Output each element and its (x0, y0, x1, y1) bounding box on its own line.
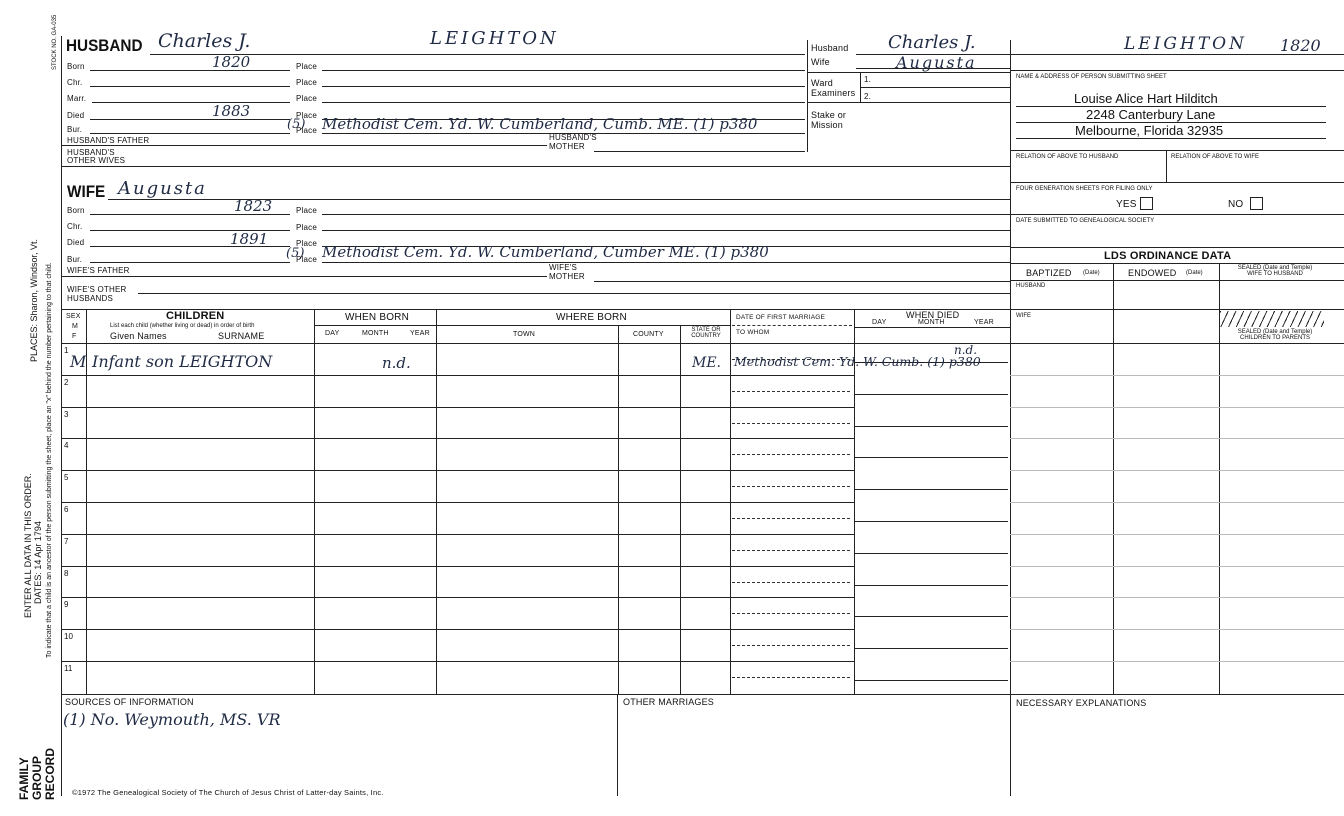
four-generation-label: FOUR GENERATION SHEETS FOR FILING ONLY (1016, 186, 1153, 192)
husband-bur-label: Bur. (67, 125, 83, 134)
right-husband-value: Charles J. (888, 32, 976, 53)
husband-died-value: 1883 (212, 102, 251, 120)
lds-sealed-wife-label: SEALED (Date and Temple) WIFE TO HUSBAND (1237, 265, 1313, 278)
wife-bur-place: Methodist Cem. Yd. W. Cumberland, Cumber ME. (1) p380 (322, 243, 769, 261)
wife-died-value: 1891 (230, 230, 269, 248)
wife-father-label: WIFE'S FATHER (67, 266, 130, 275)
husband-heading: HUSBAND (66, 36, 143, 55)
row-number: 3 (64, 409, 69, 419)
husband-bur-place: Methodist Cem. Yd. W. Cumberland, Cumb. ME. (1) p380 (322, 115, 758, 133)
sources-label: SOURCES OF INFORMATION (65, 697, 194, 707)
stock-number: STOCK NO. GA-035 (52, 14, 58, 70)
ancestor-instruction: To indicate that a child is an ancestor of the person submitting the sheet, place an "x" behind the number pertaining to that child. (46, 262, 53, 658)
sealed-hatch (1220, 311, 1324, 327)
child-1-died: n.d. (954, 343, 978, 357)
husband-died-label: Died (67, 111, 85, 120)
left-frame (61, 36, 62, 796)
right-column-divider (1010, 40, 1011, 796)
row-number: 7 (64, 536, 69, 546)
given-names-header: Given Names (110, 331, 167, 341)
examiner-2: 2. (864, 92, 872, 101)
wife-chr-label: Chr. (67, 222, 83, 231)
no-label: NO (1228, 199, 1244, 210)
examiner-1: 1. (864, 75, 872, 84)
stake-label: Stake or (811, 110, 847, 120)
wife-died-label: Died (67, 238, 85, 247)
yes-label: YES (1116, 199, 1137, 210)
row-number: 4 (64, 441, 69, 451)
row-number: 8 (64, 568, 69, 578)
husband-marr-label: Marr. (67, 94, 87, 103)
child-1-burial-note: Methodist Cem. Yd. W. Cumb. (1) p380 (734, 354, 981, 369)
right-wife-value: Augusta (896, 53, 977, 72)
row-number: 2 (64, 377, 69, 387)
child-1-birth-year: n.d. (382, 354, 411, 372)
husband-mother-label-top: HUSBAND'S (549, 133, 597, 142)
record-title-3: RECORD (43, 747, 57, 800)
row-number: 10 (64, 632, 73, 642)
when-died-header: WHEN DIED (906, 310, 960, 320)
relation-to-wife-label: RELATION OF ABOVE TO WIFE (1171, 154, 1260, 160)
child-1-sex: M (70, 352, 87, 371)
when-born-header: WHEN BORN (345, 312, 410, 323)
wife-other-husbands-label-top: WIFE'S OTHER (67, 285, 127, 294)
enter-data-note: ENTER ALL DATA IN THIS ORDER. (23, 473, 33, 618)
examiners-label: Examiners (811, 88, 856, 98)
child-1-state: ME. (692, 355, 722, 371)
wife-bur-label: Bur. (67, 255, 83, 264)
submitter-label: NAME & ADDRESS OF PERSON SUBMITTING SHEET (1016, 74, 1167, 80)
wife-mother-label: MOTHER (549, 272, 585, 281)
children-note: List each child (whether living or dead) in order of birth (110, 323, 255, 329)
to-whom-header: TO WHOM (736, 329, 770, 336)
husband-father-label: HUSBAND'S FATHER (67, 136, 150, 145)
submitter-name: Louise Alice Hart Hilditch (1074, 91, 1218, 106)
wife-heading: WIFE (67, 182, 106, 201)
yes-checkbox[interactable] (1140, 197, 1153, 210)
child-1-name: Infant son LEIGHTON (92, 352, 273, 371)
wife-other-husbands-label: HUSBANDS (67, 294, 114, 303)
ward-label: Ward (811, 78, 833, 88)
record-title-2: GROUP (30, 755, 44, 800)
submitter-street: 2248 Canterbury Lane (1086, 107, 1216, 122)
husband-other-wives-label-top: HUSBAND'S (67, 148, 115, 157)
wife-bur-prefix: (5) (286, 246, 305, 261)
submitter-city: Melbourne, Florida 32935 (1075, 123, 1224, 138)
center-divider (807, 40, 808, 152)
lds-husband-label: HUSBAND (1016, 283, 1046, 289)
dates-note: DATES: 14 Apr 1794 (33, 521, 43, 604)
wife-born-value: 1823 (234, 197, 273, 215)
husband-given-name: Charles J. (158, 30, 251, 52)
record-title-1: FAMILY (17, 757, 31, 800)
husband-born-label: Born (67, 62, 85, 71)
husband-born-value: 1820 (212, 53, 251, 71)
husband-bur-prefix: (5) (287, 117, 306, 132)
husband-chr-label: Chr. (67, 78, 83, 87)
husband-other-wives-label: OTHER WIVES (67, 156, 126, 165)
where-born-header: WHERE BORN (556, 312, 627, 323)
right-husband-year: 1820 (1280, 36, 1321, 55)
sex-header: SEX (66, 313, 81, 320)
no-checkbox[interactable] (1250, 197, 1263, 210)
first-marriage-header: DATE OF FIRST MARRIAGE (736, 314, 826, 321)
row-number: 11 (64, 664, 73, 673)
copyright: ©1972 The Genealogical Society of The Church of Jesus Christ of Latter-day Saints, Inc. (72, 788, 384, 797)
surname-header: SURNAME (218, 331, 265, 341)
right-husband-label: Husband (811, 43, 849, 53)
row-number: 6 (64, 505, 69, 514)
lds-title: LDS ORDINANCE DATA (1104, 250, 1232, 262)
row-number: 9 (64, 600, 69, 610)
wife-mother-label-top: WIFE'S (549, 263, 578, 272)
lds-endowed-label: ENDOWED (1128, 268, 1177, 278)
row-number: 5 (64, 473, 69, 483)
wife-born-label: Born (67, 206, 85, 215)
relation-to-husband-label: RELATION OF ABOVE TO HUSBAND (1016, 154, 1119, 160)
other-marriages-label: OTHER MARRIAGES (623, 697, 715, 707)
lds-sealed-children-label: SEALED (Date and Temple) CHILDREN TO PARENTS (1237, 329, 1313, 342)
husband-surname: LEIGHTON (430, 28, 559, 49)
children-header: CHILDREN (166, 310, 225, 322)
wife-given-name: Augusta (118, 178, 207, 199)
places-note: PLACES: Sharon, Windsor, Vt. (29, 238, 39, 362)
right-wife-label: Wife (811, 57, 830, 67)
right-husband-surname: LEIGHTON (1124, 34, 1247, 54)
lds-baptized-label: BAPTIZED (1026, 268, 1072, 278)
date-submitted-label: DATE SUBMITTED TO GENEALOGICAL SOCIETY (1016, 218, 1155, 224)
sources-value: (1) No. Weymouth, MS. VR (63, 710, 281, 729)
husband-mother-label: MOTHER (549, 142, 585, 151)
row-number: 1 (64, 346, 69, 355)
mission-label: Mission (811, 120, 843, 130)
lds-wife-label: WIFE (1016, 313, 1031, 319)
necessary-explanations-label: NECESSARY EXPLANATIONS (1016, 698, 1147, 708)
